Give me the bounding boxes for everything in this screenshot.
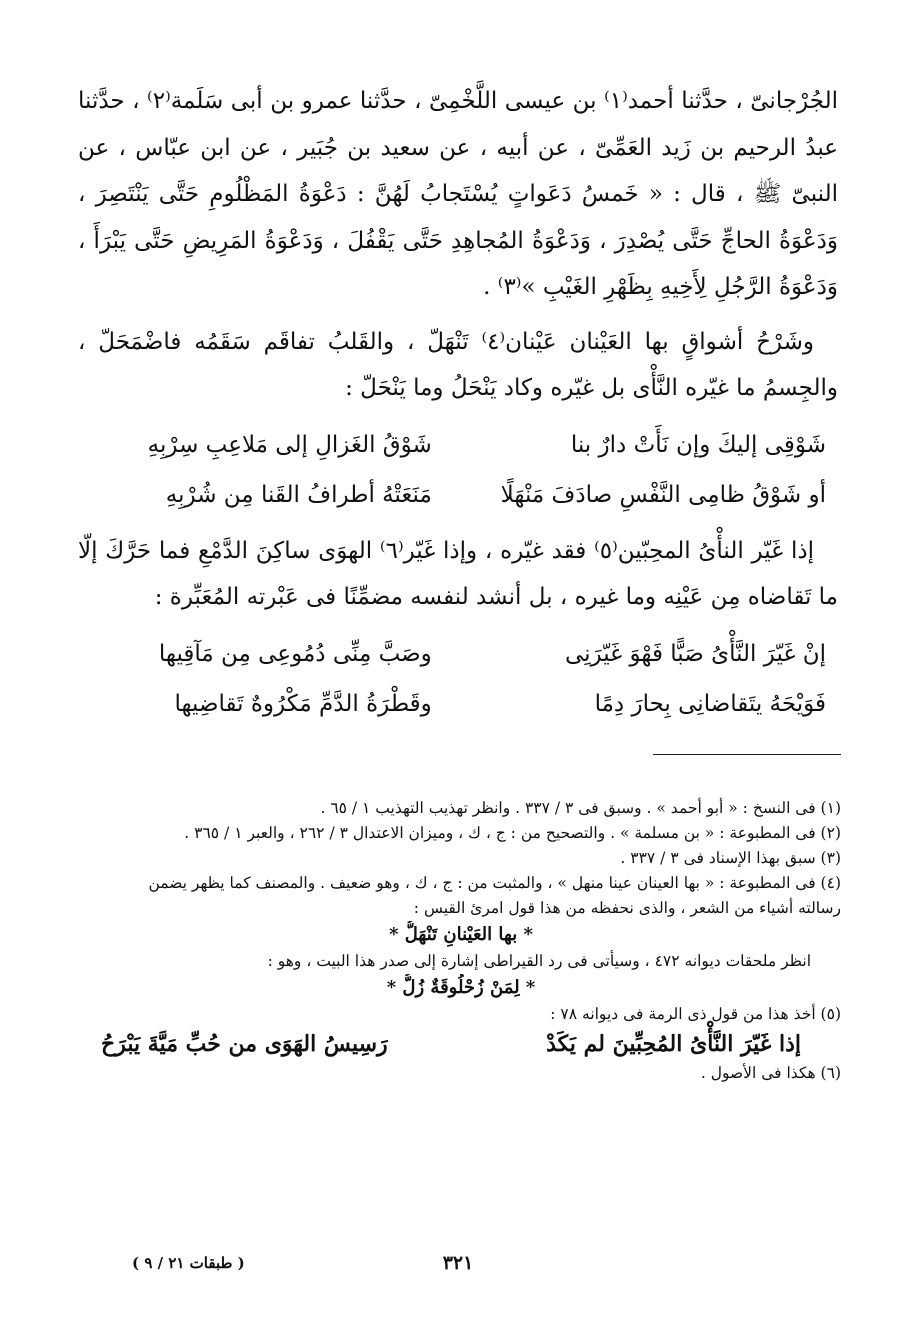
footnote-divider [653, 754, 841, 755]
verse-line [96, 470, 826, 520]
footnote-6: (٦) هكذا فى الأصول . [700, 1064, 841, 1082]
verse-block-2 [78, 629, 838, 729]
footnotes [81, 796, 841, 1086]
footnote-4-continued: رسالته أشياء من الشعر ، والذى نحفظه من هذا قول امرئ القيس : [413, 899, 841, 917]
main-text [78, 78, 838, 737]
verse-hemistich-first: إذا غَيّرَ النَّأْىُ المُحِبِّينَ لم يَكَدْ [546, 1031, 801, 1057]
paragraph-hadith: الجُرْجانىّ ، حدَّثنا أحمد⁽١⁾ بن عيسى اللَّخْمِىّ ، حدَّثنا عمرو بن أبى سَلَمة⁽٢⁾ ، حدَّثنا عبدُ الرحيم بن زَيد العَمِّىّ ، عن أبيه ، عن سعيد بن جُبَير ، عن ابن عبّاس ، عن النبىّ ﷺ ، قال : « خَمسُ دَعَواتٍ يُسْتَجابُ لَهُنَّ : دَعْوَةُ المَظْلُومِ حَتَّى يَنْتَصِرَ ، وَدَعْوَةُ الحاجِّ حَتَّى يُصْدِرَ ، وَدَعْوَةُ المُجاهِدِ حَتَّى يَقْفُلَ ، وَدَعْوَةُ المَرِيضِ حَتَّى يَبْرَأَ ، وَدَعْوَةُ الرَّجُلِ لِأَخِيهِ بِظَهْرِ الغَيْبِ »⁽٣⁾ . [78, 88, 838, 300]
footnote-4-verse: * بها العَيْنانِ تَنْهَلُّ * [389, 924, 533, 945]
footnote-5: (٥) أخذ هذا من قول ذى الرمة فى ديوانه ٧٨ : [550, 1005, 841, 1023]
footnote-2: (٢) فى المطبوعة : « بن مسلمة » . والتصحيح من : ج ، ك ، وميزان الاعتدال ٣ / ٢٦٢ ، والعبر ١ / ٣٦٥ . [184, 824, 841, 842]
footnote-3: (٣) سبق بهذا الإسناد فى ٣ / ٣٣٧ . [620, 849, 841, 867]
page-footer [0, 1252, 916, 1282]
footnote-1: (١) فى النسخ : « أبو أحمد » . وسبق فى ٣ / ٣٣٧ . وانظر تهذيب التهذيب ١ / ٦٥ . [320, 799, 841, 817]
footnote-4-reference: انظر ملحقات ديوانه ٤٧٢ ، وسيأتى فى رد القيراطى إشارة إلى صدر هذا البيت ، وهو : [267, 952, 811, 970]
footnote-4-verse-2: * لِمَنْ زُحْلُوقَةٌ زُلُّ * [386, 977, 536, 998]
paragraph-longing: وشَرْحُ أشواقٍ بها العَيْنان عَيْنان⁽٤⁾ تَنْهَلّ ، والقَلبُ تفاقَم سَقَمُه فاضْمَحَلّ ، والجِسمُ ما غيّره النَّأْى بل غيّره وكاد يَنْحَلُ وما يَنْحَلّ : [78, 328, 838, 401]
verse-line [96, 420, 826, 470]
page-number: ٣٢١ [442, 1252, 474, 1274]
verse-hemistich-second: شَوْقُ الغَزالِ إلى مَلاعِبِ سِرْبِهِ [147, 431, 432, 458]
verse-hemistich-first: شَوْقِى إليكَ وإن نَأَتْ دارٌ بنا [570, 431, 826, 458]
verse-hemistich-second: رَسِيسُ الهَوَى من حُبِّ مَيَّةَ يَبْرَحُ [101, 1031, 388, 1057]
printer-signature: ( طبقات ٢١ / ٩ ) [132, 1254, 245, 1272]
verse-line [96, 679, 826, 729]
verse-hemistich-first: أو شَوْقُ ظامِى النَّفْسِ صادَفَ مَنْهَلًا [500, 481, 826, 508]
verse-block-1 [78, 420, 838, 520]
verse-hemistich-second: وقَطْرَةُ الدَّمِّ مَكْرُوهٌ تَقاضِيها [174, 690, 432, 717]
verse-hemistich-second: وصَبَّ مِنِّى دُمُوعِى مِن مَآقِيها [158, 640, 432, 667]
verse-hemistich-second: مَنَعَتْهُ أطرافُ القَنا مِن شُرْبِهِ [165, 481, 432, 508]
verse-hemistich-first: فَوَيْحَهُ يتَقاضانِى بِحارَ دِمًا [594, 690, 826, 717]
footnote-4: (٤) فى المطبوعة : « بها العينان عينا منهل » ، والمثبت من : ج ، ك ، وهو ضعيف . والمصنف كما يظهر يضمن [148, 874, 841, 892]
verse-hemistich-first: إنْ غَيّرَ النَّأْىُ صَبًّا فَهْوَ غَيّرَنِى [564, 640, 826, 667]
footnote-5-verse [101, 1027, 801, 1061]
paragraph-distance: إذا غَيّر النأْىُ المحِبّين⁽٥⁾ فقد غيّره ، وإذا غَيّر⁽٦⁾ الهوَى ساكِنَ الدَّمْعِ فما حَرَّكَ إلّا ما تَقاضاه مِن عَيْنِه وما غيره ، بل أنشد لنفسه مضمِّنًا فى عَبْرته المُعَبِّرة : [78, 537, 838, 610]
verse-line [96, 629, 826, 679]
